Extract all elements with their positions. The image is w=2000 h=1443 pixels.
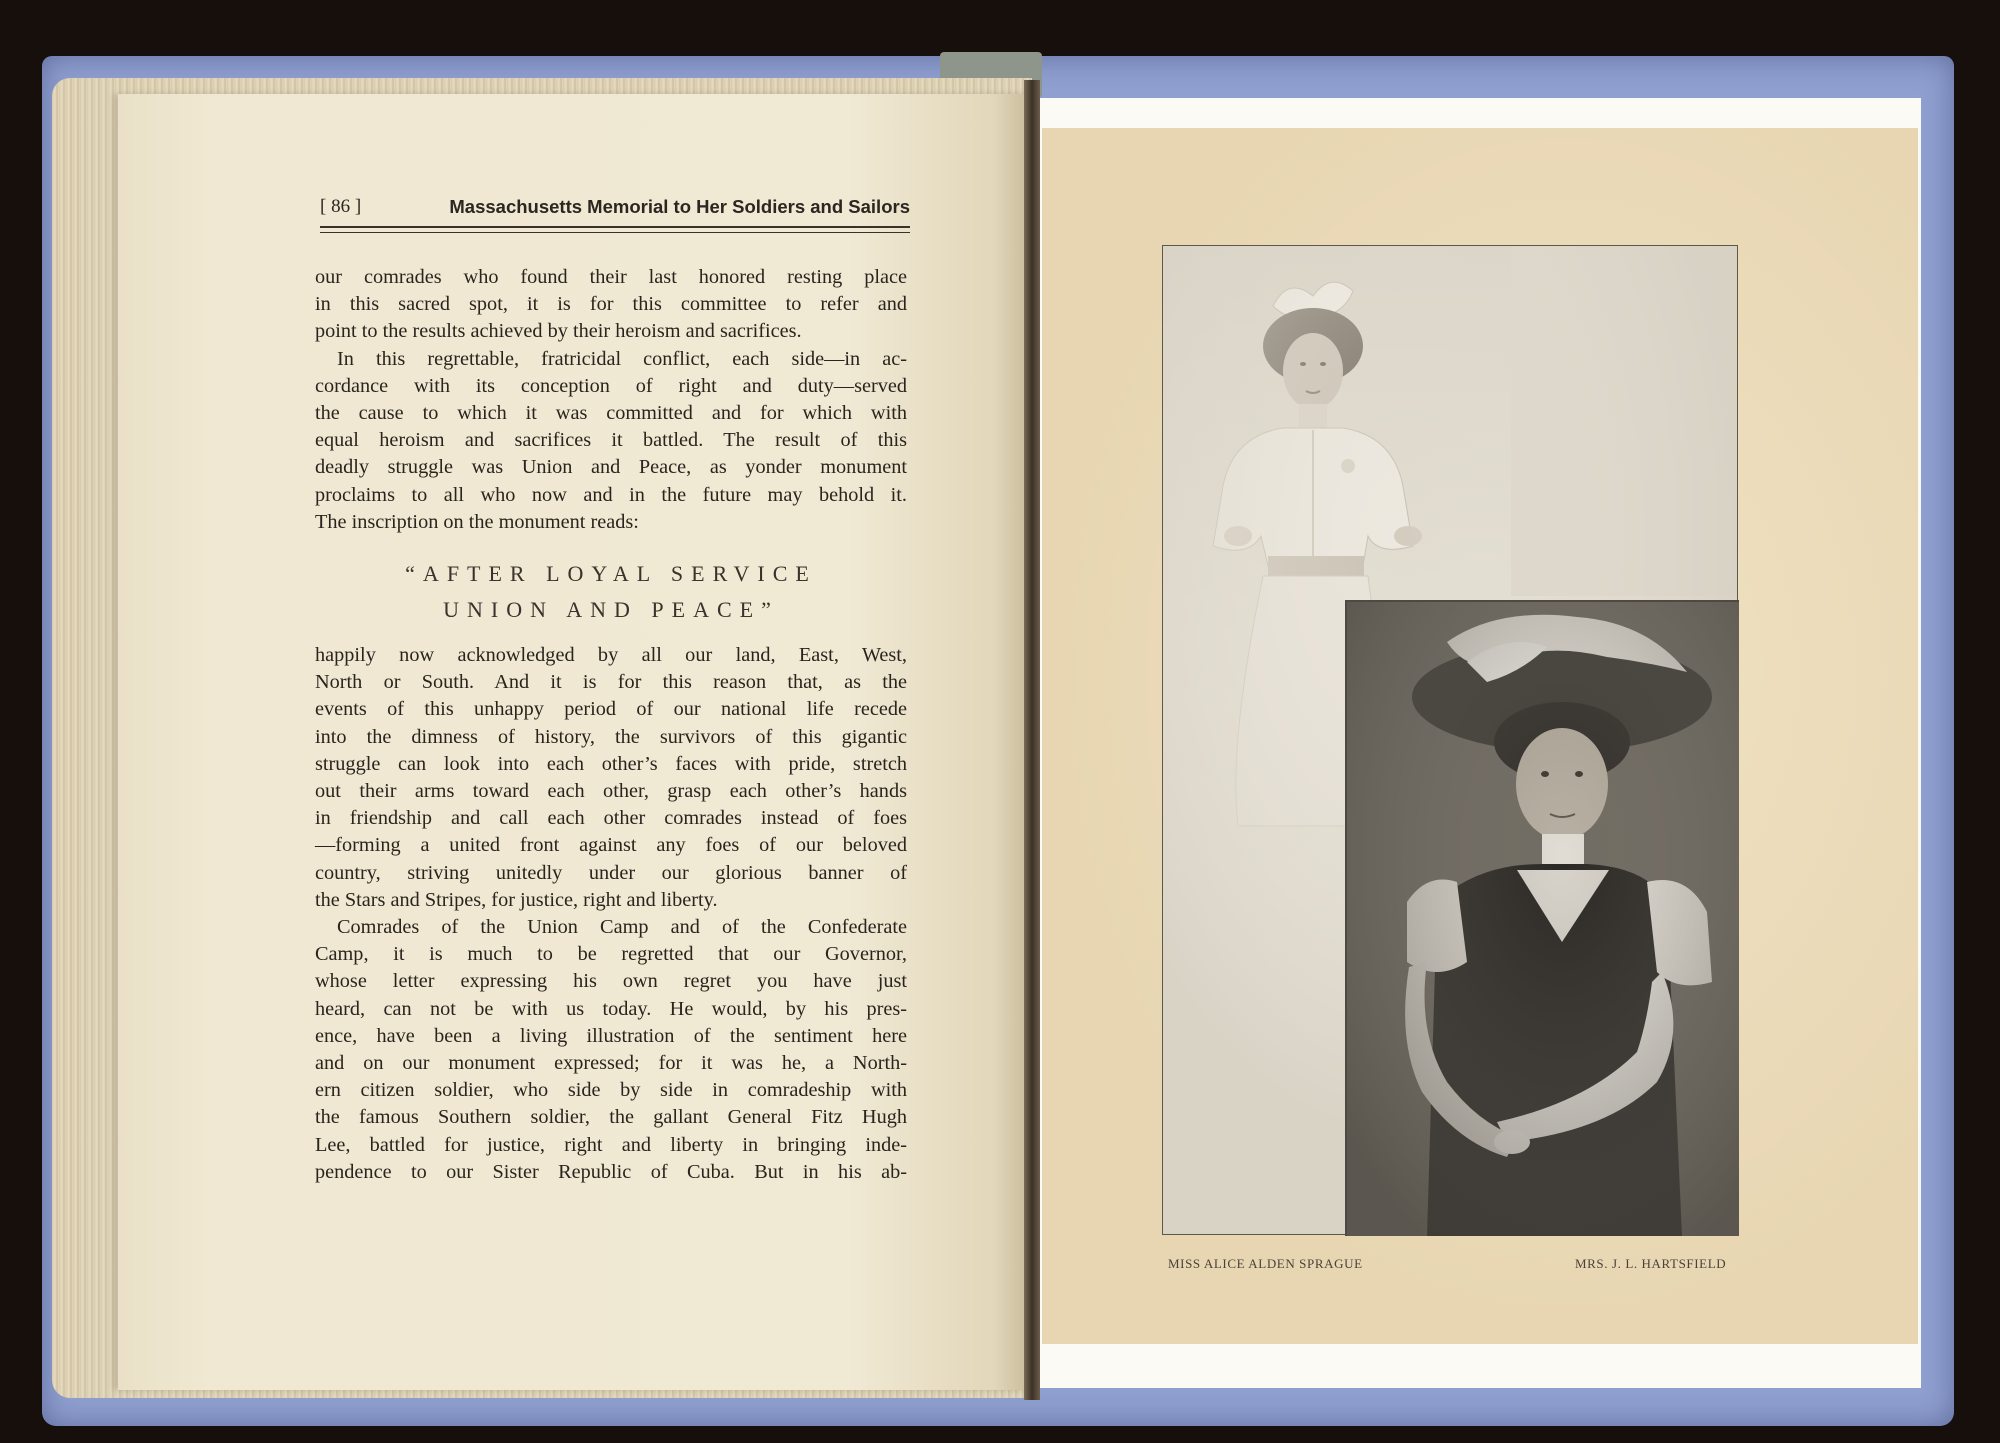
- photo-plate-frame: [1162, 245, 1738, 1235]
- text-line: Lee, battled for justice, right and liberty in bringing inde-: [315, 1133, 907, 1156]
- text-line: cordance with its conception of right and duty—served: [315, 374, 907, 397]
- text-line: Camp, it is much to be regretted that our Governor,: [315, 943, 907, 966]
- text-line: country, striving unitedly under our glorious banner of: [315, 861, 907, 884]
- text-line: happily now acknowledged by all our land, East, West,: [315, 644, 907, 667]
- paragraph-1: [315, 264, 907, 346]
- paragraph-4: [315, 914, 907, 1186]
- running-head-title: Massachusetts Memorial to Her Soldiers and Sailors: [449, 196, 910, 217]
- paragraph-3: [315, 642, 907, 914]
- inscription-line: “AFTER LOYAL SERVICE: [405, 561, 817, 587]
- text-line: in this sacred spot, it is for this committee to refer and: [315, 293, 907, 316]
- text-line: struggle can look into each other’s faces with pride, stretch: [315, 752, 907, 775]
- running-head-rule: [320, 226, 910, 233]
- text-line: the Stars and Stripes, for justice, right and liberty.: [315, 888, 718, 911]
- text-line: point to the results achieved by their heroism and sacrifices.: [315, 320, 802, 343]
- paragraph-2: [315, 346, 907, 536]
- body-text: [315, 264, 907, 1186]
- text-line: ern citizen soldier, who side by side in comradeship with: [315, 1079, 907, 1102]
- text-line: the famous Southern soldier, the gallant General Fitz Hugh: [315, 1106, 907, 1129]
- text-line: heard, can not be with us today. He would, by his pres-: [315, 997, 907, 1020]
- caption-right: MRS. J. L. HARTSFIELD: [1575, 1256, 1727, 1271]
- text-line: in friendship and call each other comrades instead of foes: [315, 807, 907, 830]
- text-line: out their arms toward each other, grasp each other’s hands: [315, 780, 907, 803]
- text-line: ence, have been a living illustration of the sentiment here: [315, 1024, 907, 1047]
- text-line: and on our monument expressed; for it was he, a North-: [315, 1052, 907, 1075]
- caption-left: MISS ALICE ALDEN SPRAGUE: [1168, 1256, 1363, 1271]
- text-line: our comrades who found their last honored resting place: [315, 266, 907, 288]
- text-line: North or South. And it is for this reason that, as the: [315, 671, 907, 694]
- portrait-mrs-hartsfield: [1345, 600, 1739, 1236]
- inscription-line: UNION AND PEACE”: [443, 597, 779, 623]
- text-line: deadly struggle was Union and Peace, as yonder monument: [315, 456, 907, 479]
- text-line: —forming a united front against any foes of our beloved: [315, 834, 907, 857]
- text-line: equal heroism and sacrifices it battled. The result of this: [315, 429, 907, 452]
- page-number: [ 86 ]: [320, 196, 362, 217]
- monument-inscription: [315, 556, 907, 628]
- text-line: whose letter expressing his own regret you have just: [315, 970, 907, 993]
- text-line: into the dimness of history, the survivors of this gigantic: [315, 725, 907, 748]
- text-line: In this regrettable, fratricidal conflict, each side—in ac-: [337, 347, 907, 370]
- running-head: [320, 196, 910, 230]
- text-line: The inscription on the monument reads:: [315, 510, 639, 533]
- text-line: proclaims to all who now and in the future may behold it.: [315, 483, 907, 506]
- text-line: the cause to which it was committed and for which with: [315, 402, 907, 425]
- text-line: pendence to our Sister Republic of Cuba. But in his ab-: [315, 1160, 907, 1183]
- book-gutter: [1024, 80, 1040, 1400]
- text-line: Comrades of the Union Camp and of the Confederate: [337, 916, 907, 939]
- portrait-woman-in-hat-image: [1347, 602, 1739, 1236]
- text-line: events of this unhappy period of our national life recede: [315, 698, 907, 721]
